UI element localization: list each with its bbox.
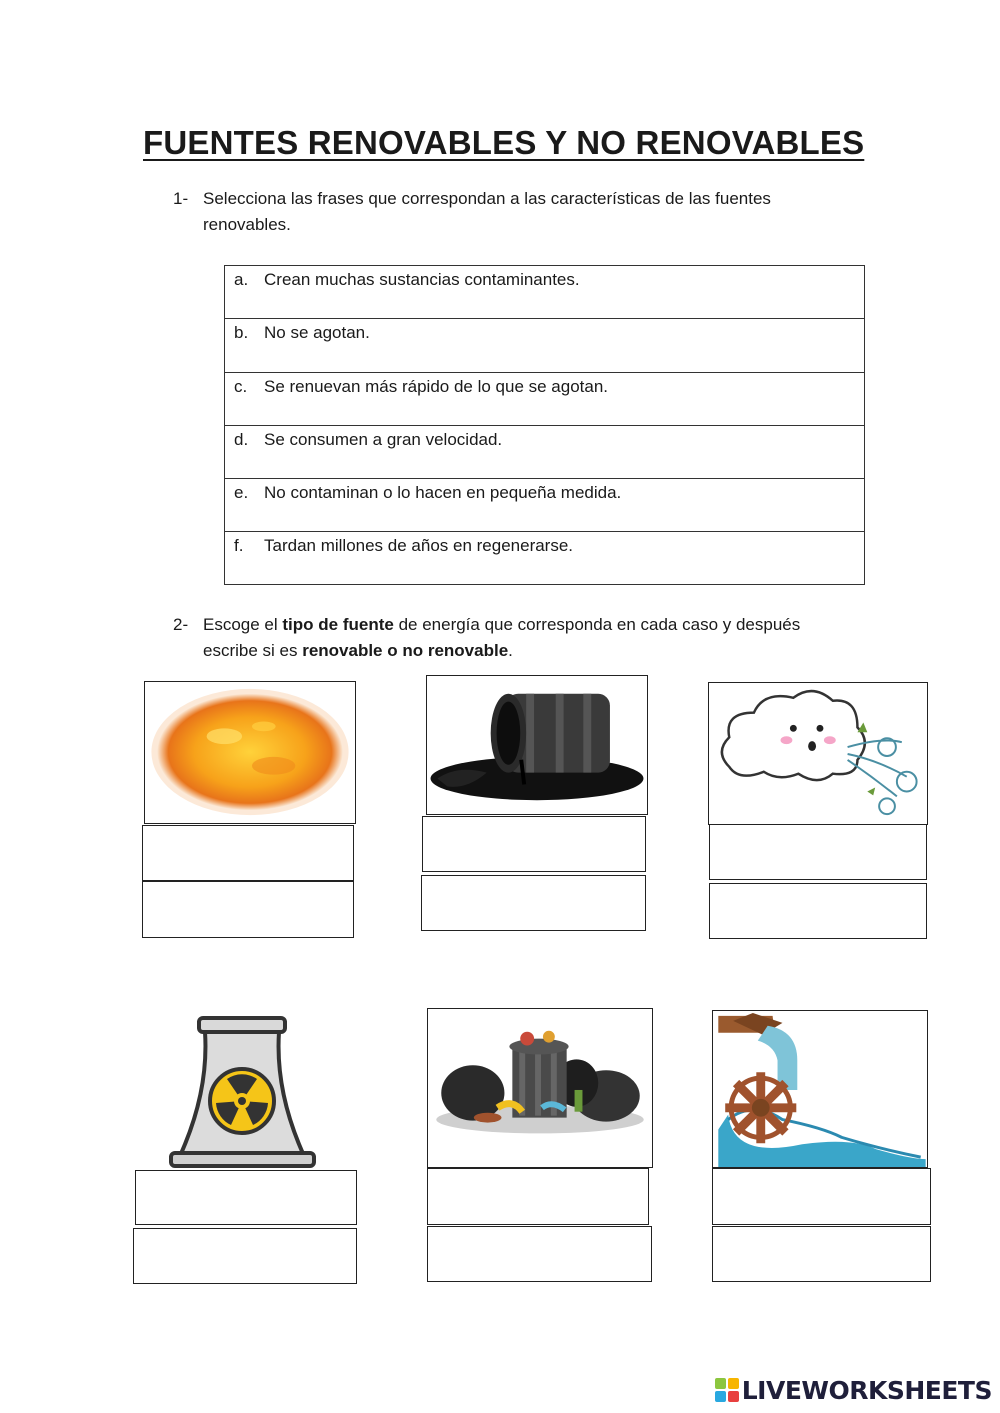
garbage-icon (428, 1009, 652, 1167)
option-d[interactable] (225, 426, 864, 479)
q2-text-part: . (508, 641, 513, 660)
answer-box-hydro-renewable[interactable] (712, 1226, 931, 1282)
water-wheel-icon (713, 1011, 927, 1167)
answer-box-garbage-renewable[interactable] (427, 1226, 652, 1282)
logo-square (728, 1391, 739, 1402)
q2-bold-part: tipo de fuente (282, 615, 394, 634)
option-text: Tardan millones de años en regenerarse. (264, 536, 574, 556)
logo-square (715, 1378, 726, 1389)
option-c[interactable] (225, 373, 864, 426)
water-wheel-image (712, 1010, 928, 1168)
option-letter: a. (234, 270, 249, 289)
question-2-number: 2- (173, 615, 189, 634)
answer-box-sun-renewable[interactable] (142, 881, 354, 938)
logo-text: LIVEWORKSHEETS (741, 1375, 992, 1405)
nuclear-plant-icon (165, 1013, 320, 1170)
option-text: No contaminan o lo hacen en pequeña medida. (264, 483, 622, 503)
answer-box-nuclear-renewable[interactable] (133, 1228, 357, 1284)
option-letter: e. (234, 483, 249, 503)
answer-box-oil-type[interactable] (422, 816, 646, 872)
options-table (224, 265, 865, 585)
garbage-image (427, 1008, 653, 1168)
option-f[interactable] (225, 532, 864, 585)
q2-text-part: Escoge el (203, 615, 283, 634)
question-1-text: Selecciona las frases que correspondan a las características de las fuentes renovables. (203, 189, 771, 234)
answer-box-garbage-type[interactable] (427, 1168, 649, 1225)
option-text: Se renuevan más rápido de lo que se agotan. (264, 376, 609, 396)
option-text: Se consumen a gran velocidad. (264, 429, 503, 449)
option-a[interactable] (225, 266, 864, 319)
q2-bold-part: renovable o no renovable (302, 641, 509, 660)
oil-barrel-image (426, 675, 648, 815)
option-text: Crean muchas sustancias contaminantes. (264, 270, 580, 289)
question-1-number: 1- (173, 189, 189, 208)
option-letter: f. (234, 536, 244, 556)
answer-box-sun-type[interactable] (142, 825, 354, 881)
oil-barrel-icon (427, 676, 647, 814)
q2-text-part: de energía que corresponda en cada caso y después escribe si es (203, 615, 801, 660)
option-b[interactable] (225, 319, 864, 372)
wind-cloud-icon (709, 683, 927, 824)
option-letter: b. (234, 323, 249, 343)
option-letter: d. (234, 429, 249, 449)
answer-box-hydro-type[interactable] (712, 1168, 931, 1225)
question-2 (173, 612, 873, 672)
page-title: FUENTES RENOVABLES Y NO RENOVABLES (143, 124, 865, 161)
question-2-text (203, 612, 843, 664)
option-e[interactable] (225, 479, 864, 532)
question-1 (173, 186, 873, 246)
logo-square (728, 1378, 739, 1389)
answer-box-wind-type[interactable] (709, 824, 927, 880)
logo-square (715, 1391, 726, 1402)
nuclear-plant-image (165, 1013, 320, 1170)
liveworksheets-logo (715, 1375, 992, 1405)
option-text: No se agotan. (264, 323, 370, 343)
sun-icon (145, 682, 355, 823)
option-letter: c. (234, 376, 248, 396)
answer-box-nuclear-type[interactable] (135, 1170, 357, 1225)
wind-cloud-image (708, 682, 928, 825)
answer-box-wind-renewable[interactable] (709, 883, 927, 939)
answer-box-oil-renewable[interactable] (421, 875, 646, 931)
logo-mark-icon (715, 1378, 739, 1402)
sun-image (144, 681, 356, 824)
